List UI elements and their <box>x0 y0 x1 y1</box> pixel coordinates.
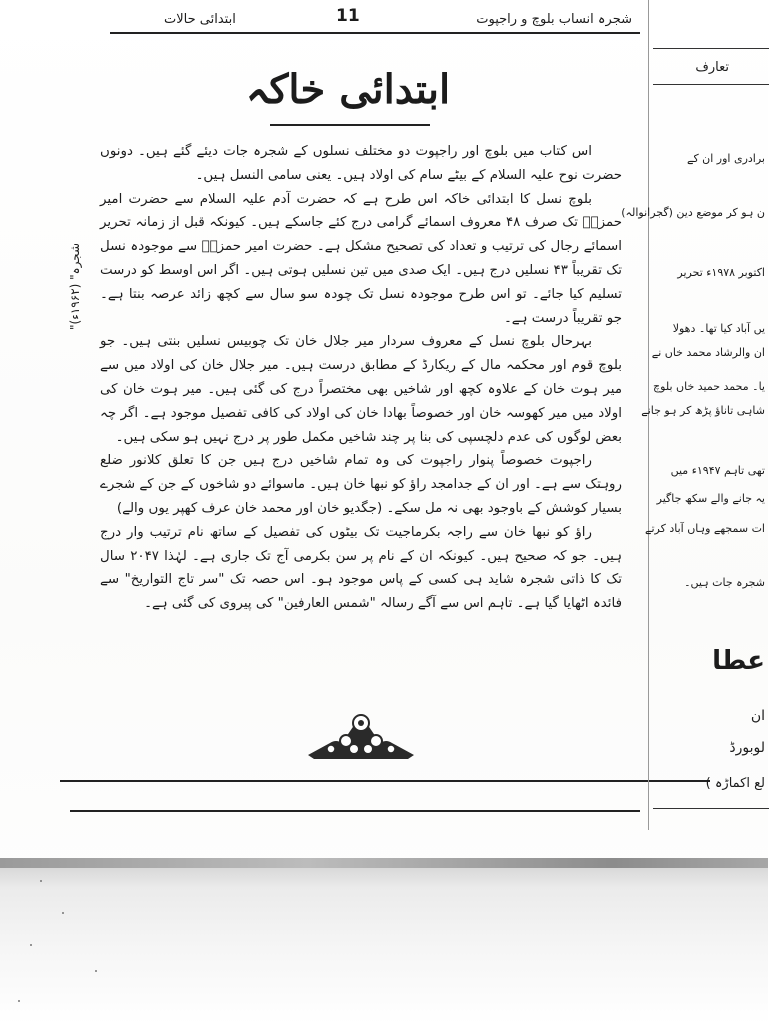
adjacent-line: یہ جانے والے سکھ جاگیر <box>656 492 765 505</box>
adjacent-line: اکتوبر ۱۹۷۸ء تحریر <box>677 266 765 279</box>
scan-speck <box>30 944 32 946</box>
adjacent-line: عطا <box>712 646 765 676</box>
adjacent-header-rule <box>653 48 769 49</box>
bottom-rule-lower <box>70 810 640 812</box>
paragraph-1: اس کتاب میں بلوچ اور راجپوت دو مختلف نسلوں کے شجرہ جات دیئے گئے ہیں۔ دونوں حضرت نوح علیہ السلام کے بیٹے سام کی اولاد ہیں۔ یعنی سامی النسل ہیں۔ <box>100 144 622 183</box>
adjacent-line: ان والرشاد محمد خاں نے <box>651 346 765 359</box>
margin-annotation: "شجرہ" (۱۹۶۲ء) <box>68 242 82 330</box>
paragraph-5: راؤ کو نبھا خان سے راجہ بکرماجیت تک بیٹوں کی تفصیل کے ساتھ نام ترتیب وار درج ہیں۔ جو کہ صحیح ہیں۔ کیونکہ ان کے نام پر سن بکرمی آج تک جاری ہے۔ لہٰذا ۲۰۴۷ سال تک کا ذاتی شجرہ شاید ہی کسی کے پاس موجود ہو۔ اس حصہ تک "سر تاج التواریخ" سے فائدہ اٹھایا گیا ہے۔ تاہم اس سے آگے رسالہ "شمس العارفین" کی پیروی کی گئی ہے۔ <box>100 524 622 612</box>
title-underline <box>270 124 430 126</box>
adjacent-page-strip <box>621 0 769 830</box>
adjacent-line: تھی تاہم ۱۹۴۷ء میں <box>670 464 765 477</box>
page-title: ابتدائی خاکہ <box>245 66 451 113</box>
scan-speck <box>95 970 97 972</box>
header-section-name: ابتدائی حالات <box>164 12 236 27</box>
scan-shadow <box>0 858 768 1024</box>
scan-speck <box>18 1000 20 1002</box>
adjacent-line: لوبورڈ <box>729 740 765 756</box>
adjacent-line: ات سمجھے وہاں آباد کرتے <box>645 522 765 535</box>
page-number: 11 <box>336 6 360 26</box>
adjacent-line: یں آباد کیا تھا۔ دھولا <box>672 322 765 335</box>
header-book-title: شجرہ انساب بلوچ و راجپوت <box>476 12 632 27</box>
ornament-icon <box>306 703 416 763</box>
adjacent-bottom-rule <box>653 808 769 809</box>
paragraph-4: راجپوت خصوصاً پنوار راجپوت کی وہ تمام شاخیں درج ہیں جن کا تعلق کلانور ضلع روہتک سے ہے۔ اور ان کے جدامجد راؤ کو نبھا خان ہیں۔ ماسوائے دو شاخوں کے جن کے شجرے بسیار کوشش کے باوجود بھی نہ مل سکے۔ (جگدیو خان اور محمد خان عرف کھپر یوں والے) <box>100 453 622 516</box>
adjacent-line: شجرہ جات ہیں۔ <box>684 576 765 589</box>
adjacent-line: شاہی تاناؤ پڑھ کر ہو جانے <box>641 404 765 417</box>
adjacent-line: یا۔ محمد حمید خاں بلوچ <box>653 380 765 393</box>
adjacent-heading-rule <box>653 84 769 85</box>
adjacent-line: لع اکماڑہ ) <box>705 776 765 791</box>
adjacent-heading: تعارف <box>695 60 729 75</box>
paragraph-3: بہرحال بلوچ نسل کے معروف سردار میر جلال خان تک چوبیس نسلیں بنتی ہیں۔ جو بلوچ قوم اور محکمہ مال کے ریکارڈ کے مطابق درست ہیں۔ میر جلال خان کی اولاد میں سے میر ہوت خان کے علاوہ کچھ اور شاخیں بھی مختصراً درج کی گئی ہیں۔ میر ہوت خان کی اولاد میں میر کھوسہ خان اور خصوصاً بھادا خان کی اولاد کی کافی تفصیل موجود ہے۔ اگر چہ بعض لوگوں کی عدم دلچسپی کی بنا پر چند شاخیں مکمل طور پر درج نہیں ہو سکی ہیں۔ <box>100 334 622 445</box>
main-page <box>60 0 648 830</box>
header-rule <box>110 32 640 34</box>
scan-edge-band <box>0 858 768 868</box>
adjacent-line: ن ہو کر موضع دین (گجرانوالہ) <box>621 206 765 219</box>
running-header <box>104 6 634 32</box>
scan-speck <box>40 880 42 882</box>
adjacent-line: برادری اور ان کے <box>687 152 765 165</box>
body-text <box>100 140 622 616</box>
adjacent-line: ان <box>750 708 765 724</box>
bottom-rule-upper <box>60 780 710 782</box>
paragraph-2: بلوچ نسل کا ابتدائی خاکہ اس طرح ہے کہ حضرت آدم علیہ السلام سے حضرت امیر حمزہؓ تک صرف ۴۸ معروف اسمائے گرامی درج کئے جاسکے ہیں۔ کیونکہ قبل از زمانہ تحریر اسمائے رجال کی ترتیب و تعداد کی تصحیح مشکل ہے۔ حضرت امیر حمزہؓ سے موجودہ نسل تک تقریباً ۴۳ نسلیں درج ہیں۔ ایک صدی میں تین نسلیں ہوتی ہیں۔ اگر اس اوسط کو درست تسلیم کیا جائے۔ تو اس طرح موجودہ نسل تک چودہ سو سال سے کچھ زائد عرصہ بنتا ہے۔ جو تقریباً درست ہے۔ <box>100 191 622 326</box>
scan-speck <box>62 912 64 914</box>
